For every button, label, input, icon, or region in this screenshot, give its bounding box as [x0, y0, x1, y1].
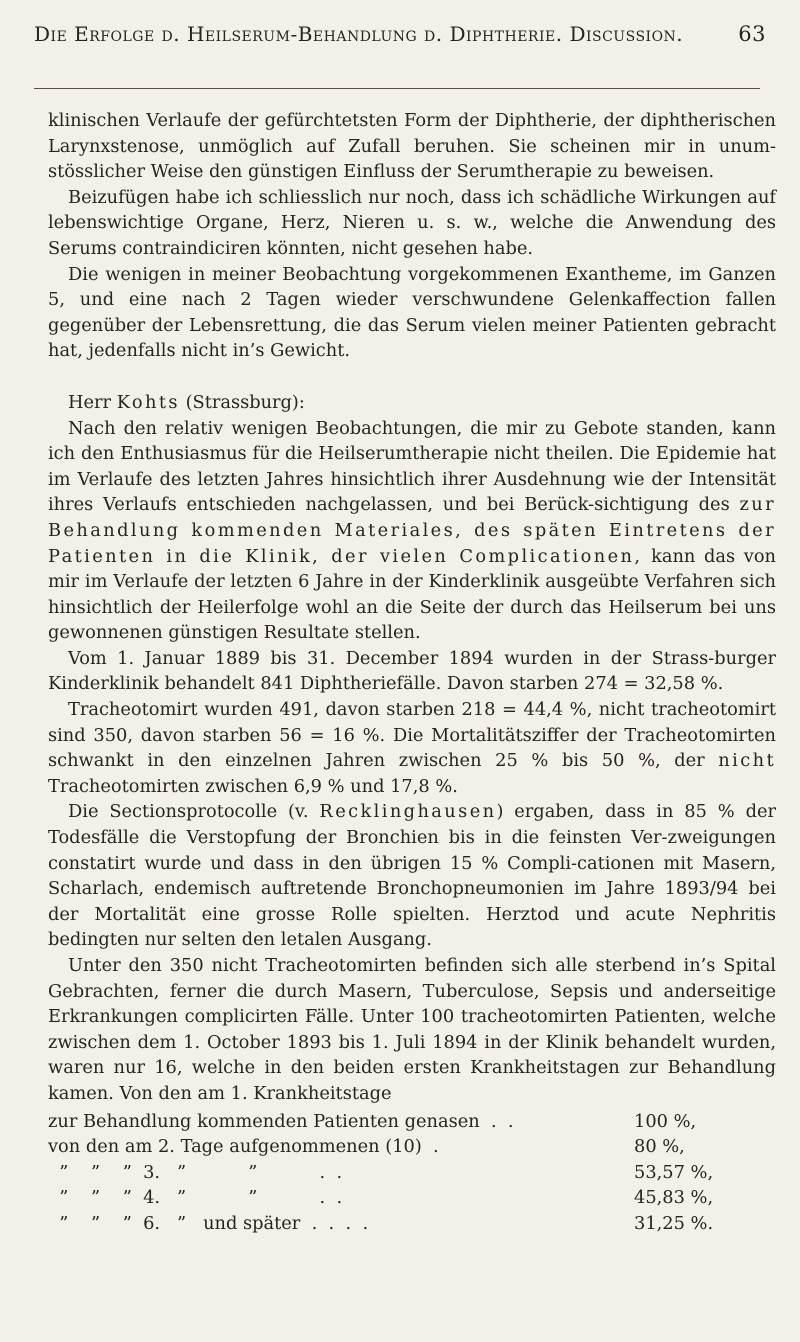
recovery-stats-table: [48, 1109, 776, 1237]
speaker-heading: [48, 390, 776, 416]
p7-end: ) ergaben, dass in 85 % der Todesfälle die Verstopfung der Bronchien bis in die feinsten Ver-zweigungen constatirt wurde und dass in den übrigen 15 % Compli-cationen mit Masern, Scharlach, endemisch auftretende Bronchopneumonien im Jahre 1893/94 bei der Mortalität eine grosse Rolle spielten. Herztod und acute Nephritis bedingten nur selten den letalen Ausgang.: [48, 801, 776, 951]
stats-row: [48, 1211, 776, 1237]
stats-value: 45,83 %,: [634, 1187, 714, 1209]
stats-label: von den am 2. Tage aufgenommenen (10) .: [48, 1136, 439, 1158]
speaker-name: Kohts: [116, 391, 180, 413]
paragraph-5: Vom 1. Januar 1889 bis 31. December 1894 wurden in der Strass-burger Kinderklinik behandelt 841 Diphtheriefälle. Davon starben 274 = 32,58 %.: [48, 647, 776, 695]
paragraph-2: Beizufügen habe ich schliesslich nur noch, dass ich schädliche Wirkungen auf lebenswichtige Organe, Herz, Nieren u. s. w., welche die Anwendung des Serums contraindiciren könnten, nicht gesehen habe.: [48, 186, 776, 259]
stats-label: ” ” ” 4. ” ” . .: [48, 1187, 343, 1209]
stats-value: 31,25 %.: [634, 1212, 714, 1234]
paragraph-8: Unter den 350 nicht Tracheotomirten befinden sich alle sterbend in’s Spital Gebrachten, ferner die durch Masern, Tuberculose, Sepsis und anderseitige Erkrankungen complicirten Fälle. Unter 100 tracheotomirten Patienten, welche zwischen dem 1. October 1893 bis 1. Juli 1894 in der Klinik behandelt wurden, waren nur 16, welche in den beiden ersten Krankheitstagen zur Behandlung kamen. Von den am 1. Krankheitstage: [48, 955, 776, 1104]
header-rule: [34, 88, 760, 89]
section-gap: [48, 364, 776, 390]
p6-start: Tracheotomirt wurden 491, davon starben 218 = 44,4 %, nicht tracheotomirt sind 350, davon starben 56 = 16 %. Die Mortalitätsziffer der Tracheotomirten schwankt in den einzelnen Jahren zwischen 25 % bis 50 %, der: [48, 699, 776, 772]
page-number: 63: [738, 22, 766, 46]
stats-value: 80 %,: [634, 1136, 685, 1158]
stats-row: [48, 1185, 776, 1211]
paragraph-3: Die wenigen in meiner Beobachtung vorgekommenen Exantheme, im Ganzen 5, und eine nach 2 Tagen wieder verschwundene Gelenkaffection fallen gegenüber der Lebensrettung, die das Serum vielen meiner Patienten gebracht hat, jedenfalls nicht in’s Gewicht.: [48, 263, 776, 362]
paragraph-7: [48, 799, 776, 953]
p7-emphasis: Recklinghausen: [319, 801, 497, 823]
speaker-prefix: Herr: [68, 391, 117, 413]
stats-label: ” ” ” 3. ” ” . .: [48, 1161, 343, 1183]
p6-end: Tracheotomirten zwischen 6,9 % und 17,8 %.: [48, 775, 458, 797]
stats-label: zur Behandlung kommenden Patienten genasen . .: [48, 1110, 514, 1132]
running-header: [34, 22, 766, 62]
stats-row: [48, 1134, 776, 1160]
paragraph-6: [48, 697, 776, 799]
speaker-suffix: (Strassburg):: [179, 391, 305, 413]
p6-emphasis: nicht: [718, 750, 776, 772]
paragraph-4: [48, 416, 776, 646]
stats-value: 53,57 %,: [634, 1161, 714, 1183]
p4-end: kann das von mir im Verlaufe der letzten 6 Jahre in der Kinderklinik ausgeübte Verfahren sich hinsichtlich der Heilerfolge wohl an die Seite der durch das Heilserum bei uns gewonnenen günstigen Resultate stellen.: [48, 545, 776, 644]
stats-row: [48, 1160, 776, 1186]
paragraph-1: klinischen Verlaufe der gefürchtetsten Form der Diphtherie, der diphtherischen Larynxstenose, unmöglich auf Zufall beruhen. Sie scheinen mir in unum-stösslicher Weise den günstigen Einfluss der Serumtherapie zu beweisen.: [48, 110, 776, 183]
running-title: Die Erfolge d. Heilserum-Behandlung d. Diphtherie. Discussion.: [34, 22, 684, 46]
stats-label: ” ” ” 6. ” und später . . . .: [48, 1212, 369, 1234]
stats-row: [48, 1109, 776, 1135]
p4-start: Nach den relativ wenigen Beobachtungen, die mir zu Gebote standen, kann ich den Enthusiasmus für die Heilserumtherapie nicht theilen. Die Epidemie hat im Verlaufe des letzten Jahres hinsichtlich ihrer Ausdehnung wie der Intensität ihres Verlaufs entschieden nachgelassen, und bei Berück-sichtigung des: [48, 417, 776, 516]
text-body: [48, 108, 776, 1237]
p4-emphasis: zur Behandlung kommenden Materiales, des späten Eintretens der Patienten in die Klinik, der vielen Complicationen,: [48, 494, 776, 567]
p7-start: Die Sectionsprotocolle (v.: [68, 801, 320, 823]
stats-value: 100 %,: [634, 1110, 697, 1132]
